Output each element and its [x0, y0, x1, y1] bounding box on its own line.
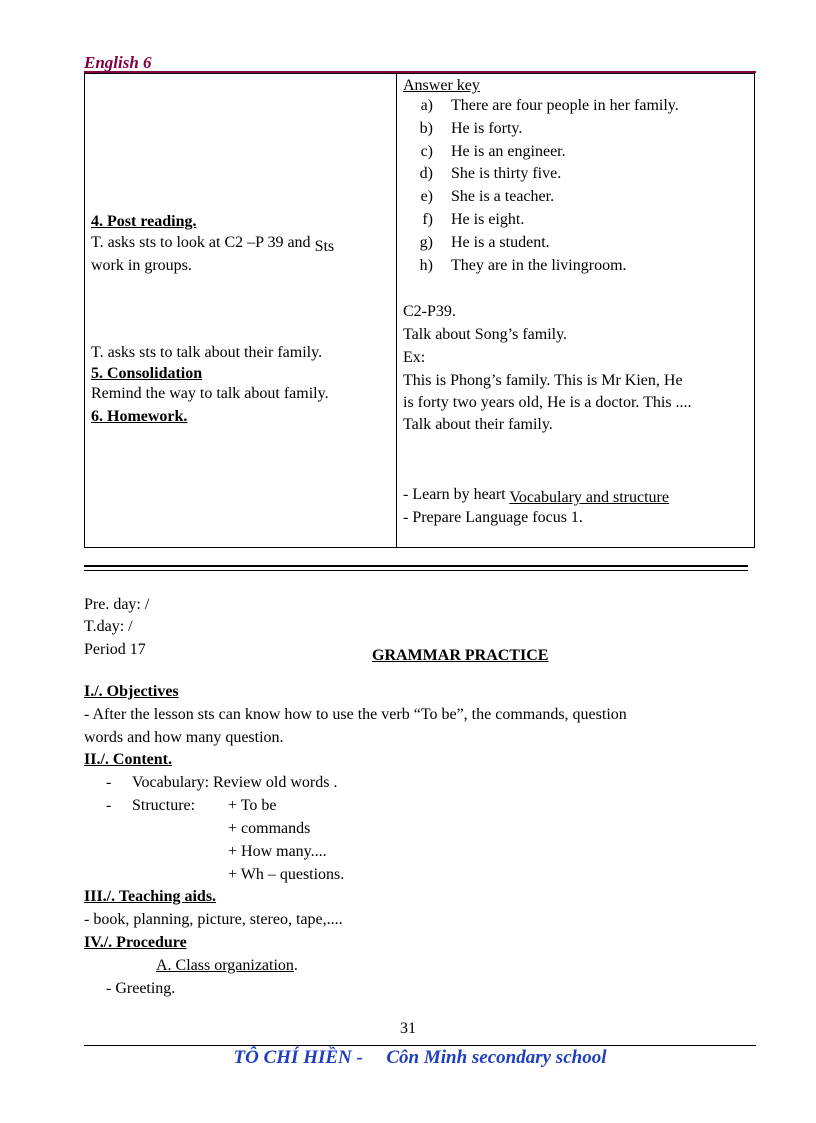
post-reading-heading: 4. Post reading.	[91, 213, 197, 230]
answer-text: He is an engineer.	[451, 142, 566, 160]
answer-letter: h)	[419, 256, 433, 274]
objectives-line-2: words and how many question.	[84, 729, 284, 746]
footer-rule	[84, 1045, 756, 1046]
answer-item	[403, 95, 679, 118]
group-work-line: work in groups.	[91, 257, 192, 274]
structure-item-1: + To be	[228, 797, 277, 814]
grammar-practice-title: GRAMMAR PRACTICE	[372, 647, 549, 664]
separator-thin	[84, 570, 748, 571]
talk-their-line: Talk about their family.	[403, 416, 553, 433]
structure-label: Structure:	[132, 797, 196, 814]
answer-key-heading: Answer key	[403, 77, 480, 94]
answer-text: He is forty.	[451, 119, 523, 137]
answer-text: They are in the livingroom.	[451, 256, 627, 274]
answer-text: He is eight.	[451, 210, 525, 228]
structure-item-2: + commands	[228, 820, 311, 837]
answer-text: He is a student.	[451, 233, 550, 251]
vocabulary-structure-link: Vocabulary and structure	[509, 489, 669, 506]
answer-letter: d)	[419, 165, 433, 183]
class-organization: A. Class organization	[156, 957, 294, 974]
answer-text: She is thirty five.	[451, 165, 562, 183]
example-line-2: is forty two years old, He is a doctor. This ....	[403, 394, 692, 411]
answer-item	[403, 163, 679, 186]
page-number: 31	[400, 1020, 416, 1037]
answer-letter: g)	[419, 233, 433, 251]
class-organization-dot: .	[293, 957, 298, 974]
answer-letter: f)	[422, 210, 433, 228]
consolidation-heading: 5. Consolidation	[91, 365, 203, 382]
bullet-2: -	[106, 797, 112, 814]
greeting-line: - Greeting.	[106, 980, 176, 997]
answer-letter: c)	[420, 142, 433, 160]
c2-reference: C2-P39.	[403, 303, 456, 320]
homework-heading: 6. Homework.	[91, 408, 188, 425]
header-title: English 6	[84, 53, 152, 72]
answer-item	[403, 141, 679, 164]
answer-key-list	[403, 95, 679, 277]
objectives-heading: I./. Objectives	[84, 683, 179, 700]
content-heading: II./. Content.	[84, 751, 173, 768]
structure-item-4: + Wh – questions.	[228, 866, 345, 883]
period: Period 17	[84, 641, 146, 658]
answer-item	[403, 186, 679, 209]
class-organization-line	[156, 955, 298, 977]
consolidation-text: Remind the way to talk about family.	[91, 385, 329, 402]
teaching-aids-heading: III./. Teaching aids.	[84, 888, 217, 905]
school-name: Côn Minh secondary school	[386, 1047, 607, 1068]
answer-item	[403, 232, 679, 255]
column-divider	[396, 74, 397, 547]
example-line-1: This is Phong’s family. This is Mr Kien, He	[403, 372, 683, 389]
answer-item	[403, 255, 679, 278]
answer-letter: a)	[420, 97, 433, 114]
pre-day: Pre. day: /	[84, 596, 150, 613]
example-label: Ex:	[403, 349, 426, 366]
author-name: TÔ CHÍ HIỀN -	[233, 1047, 363, 1068]
answer-item	[403, 209, 679, 232]
talk-family-instruction: T. asks sts to talk about their family.	[91, 344, 323, 361]
lesson-table	[84, 73, 755, 548]
sts-word: Sts	[314, 238, 335, 255]
separator-thick	[84, 565, 748, 567]
teaching-aids-line: - book, planning, picture, stereo, tape,....	[84, 911, 343, 928]
learn-prefix: - Learn by heart	[403, 486, 510, 503]
answer-item	[403, 118, 679, 141]
bullet-1: -	[106, 774, 112, 791]
learn-by-heart-line	[403, 484, 669, 506]
structure-item-3: + How many....	[228, 843, 327, 860]
procedure-heading: IV./. Procedure	[84, 934, 187, 951]
talk-song-line: Talk about Song’s family.	[403, 326, 568, 343]
teaching-day: T.day: /	[84, 618, 133, 635]
footer-credit	[0, 1047, 816, 1069]
answer-text: There are four people in her family.	[451, 97, 679, 114]
objectives-line-1: - After the lesson sts can know how to use the verb “To be”, the commands, question	[84, 706, 627, 723]
post-reading-instruction	[91, 232, 334, 254]
post-reading-line1: T. asks sts to look at C2 –P 39 and	[91, 234, 315, 251]
answer-letter: e)	[420, 188, 433, 206]
answer-letter: b)	[419, 119, 433, 137]
vocabulary-line: Vocabulary: Review old words .	[132, 774, 338, 791]
answer-text: She is a teacher.	[451, 188, 555, 206]
prepare-line: - Prepare Language focus 1.	[403, 509, 583, 526]
